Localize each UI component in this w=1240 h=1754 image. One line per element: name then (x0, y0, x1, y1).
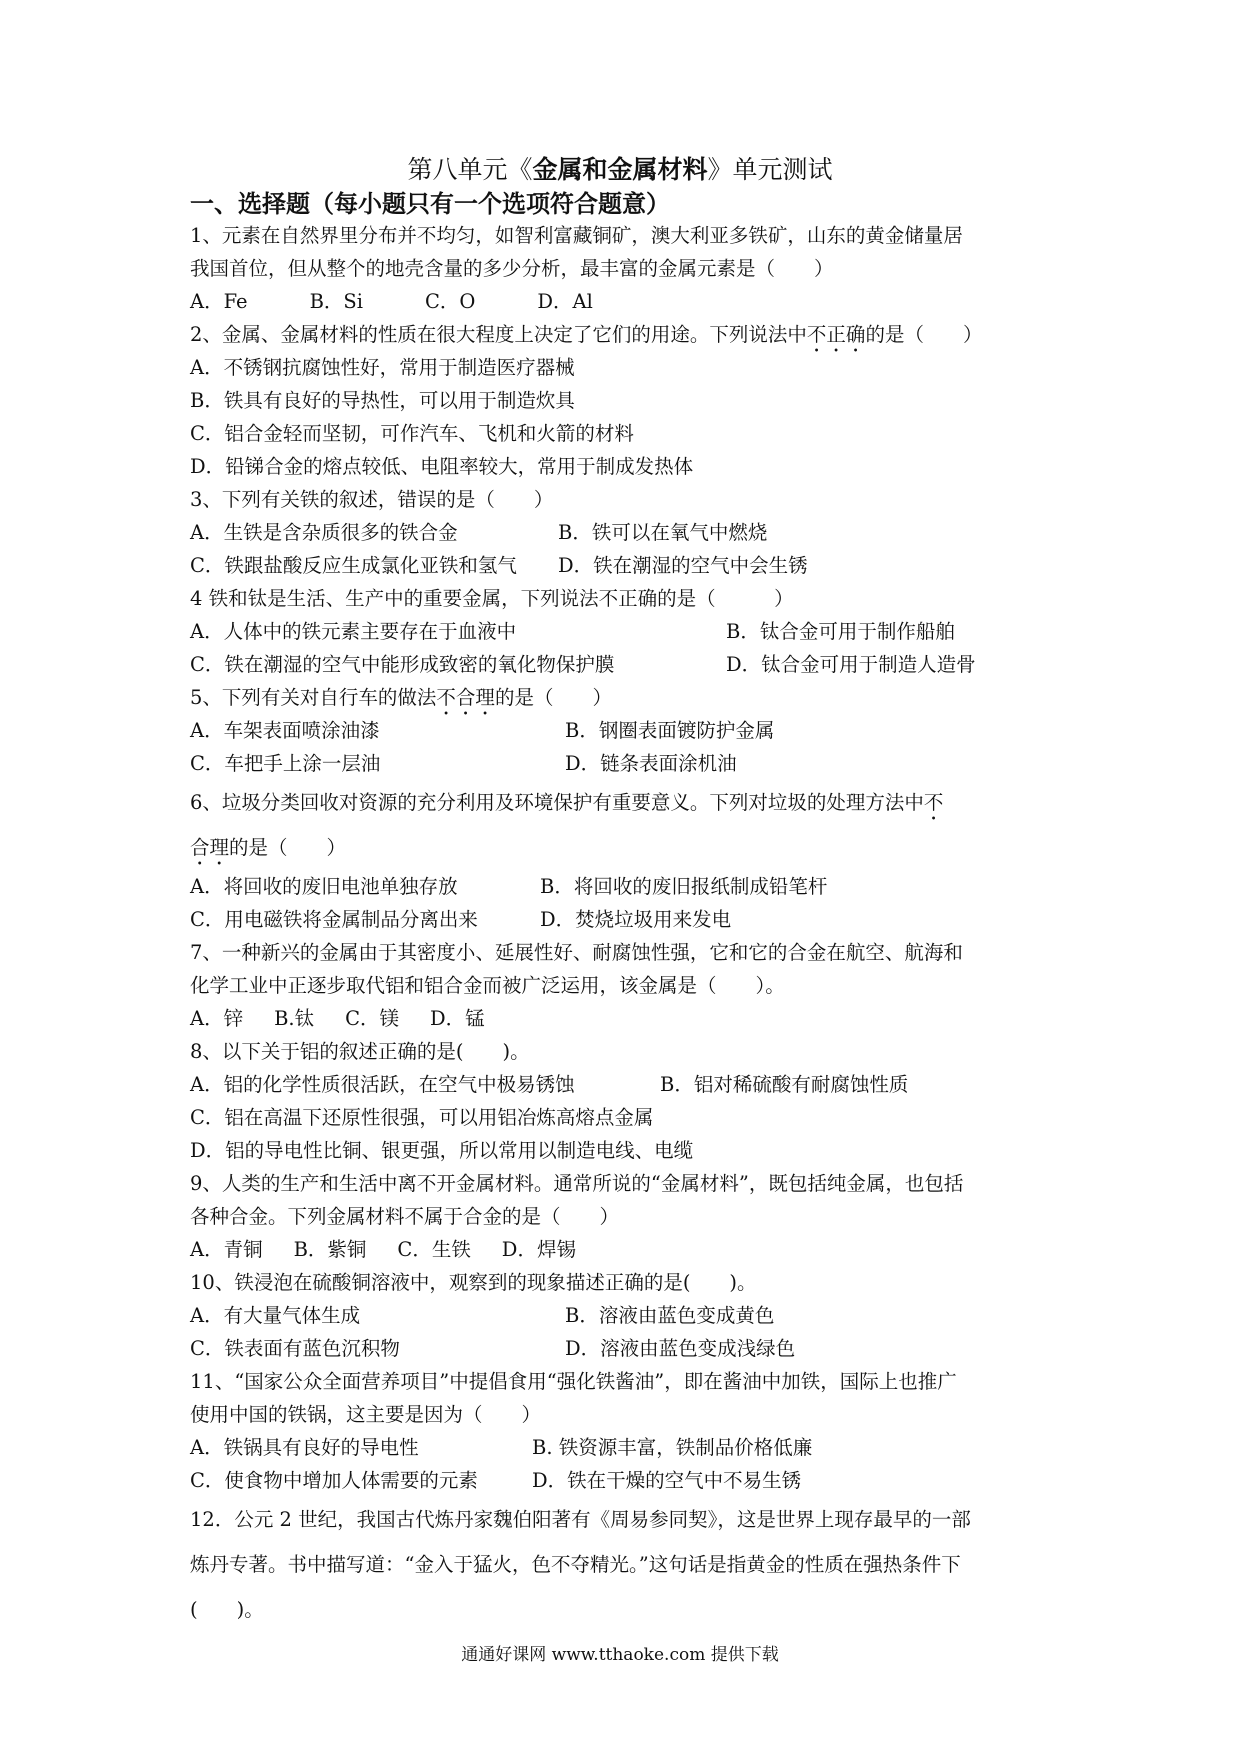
q9-stem-line1: 9、人类的生产和生活中离不开金属材料。通常所说的“金属材料”，既包括纯金属，也包括 (190, 1172, 964, 1195)
q11-stem-line2: 使用中国的铁锅，这主要是因为（ ） (190, 1403, 542, 1426)
q12-stem-line3: ( )。 (190, 1598, 264, 1621)
q8-options-row1 (190, 1068, 1060, 1101)
section-heading: 一、选择题（每小题只有一个选项符合题意） (190, 189, 670, 218)
title-prefix: 第八单元《 (407, 155, 533, 184)
q11-options-row1 (190, 1431, 1060, 1464)
q4-options-row1 (190, 615, 1060, 648)
q6-emphasis-1: 不 (923, 791, 944, 814)
q11-option-c: C．使食物中增加人体需要的元素 (190, 1469, 478, 1492)
q5-option-c: C．车把手上涂一层油 (190, 752, 381, 775)
q5-option-a: A．车架表面喷涂油漆 (190, 719, 380, 742)
q2-stem-post: 的是（ ） (865, 323, 983, 346)
q5-stem-pre: 5、下列有关对自行车的做法 (190, 686, 437, 709)
q6-options-row2 (190, 903, 1060, 936)
q8-stem: 8、以下关于铝的叙述正确的是( )。 (190, 1040, 530, 1063)
q7-options: A．锌 B.钛 C．镁 D．锰 (190, 1007, 485, 1030)
q5-option-b: B．钢圈表面镀防护金属 (565, 719, 775, 742)
q5-emphasis: 不合理 (436, 686, 495, 709)
q5-options-row2 (190, 747, 1060, 780)
q4-option-b: B．钛合金可用于制作船舶 (726, 620, 955, 643)
q8-option-a: A．铝的化学性质很活跃，在空气中极易锈蚀 (190, 1073, 575, 1096)
q2-option-a: A．不锈钢抗腐蚀性好，常用于制造医疗器械 (190, 356, 575, 379)
q2-option-b: B．铁具有良好的导热性，可以用于制造炊具 (190, 389, 575, 412)
q9-options: A．青铜 B．紫铜 C．生铁 D．焊锡 (190, 1238, 576, 1261)
q3-option-a: A．生铁是含杂质很多的铁合金 (190, 521, 458, 544)
q12-stem-line1: 12．公元 2 世纪，我国古代炼丹家魏伯阳著有《周易参同契》，这是世界上现存最早的一部 (190, 1508, 971, 1531)
q2-option-d: D．铅锑合金的熔点较低、电阻率较大，常用于制成发热体 (190, 455, 694, 478)
q4-option-a: A．人体中的铁元素主要存在于血液中 (190, 620, 517, 643)
q2-stem-pre: 2、金属、金属材料的性质在很大程度上决定了它们的用途。下列说法中 (190, 323, 807, 346)
q12-stem-line2: 炼丹专著。书中描写道：“金入于猛火，色不夺精光。”这句话是指黄金的性质在强热条件下 (190, 1553, 961, 1576)
q6-stem-line2-text: 的是（ ） (229, 836, 347, 859)
q11-option-a: A．铁锅具有良好的导电性 (190, 1436, 419, 1459)
q3-stem: 3、下列有关铁的叙述，错误的是（ ） (190, 488, 554, 511)
q9-stem-line2: 各种合金。下列金属材料不属于合金的是（ ） (190, 1205, 620, 1228)
q1-options: A．Fe B．Si C．O D．Al (190, 290, 593, 313)
title-suffix: 》单元测试 (707, 155, 833, 184)
q5-stem-post: 的是（ ） (494, 686, 612, 709)
q11-option-d: D．铁在干燥的空气中不易生锈 (532, 1469, 802, 1492)
q7-stem-line2: 化学工业中正逐步取代铝和铝合金而被广泛运用，该金属是（ ）。 (190, 974, 785, 997)
q6-option-c: C．用电磁铁将金属制品分离出来 (190, 908, 478, 931)
q11-option-b: B. 铁资源丰富，铁制品价格低廉 (532, 1436, 813, 1459)
q3-option-d: D．铁在潮湿的空气中会生锈 (558, 554, 808, 577)
q6-options-row1 (190, 870, 1060, 903)
q10-option-a: A．有大量气体生成 (190, 1304, 361, 1327)
q6-option-a: A．将回收的废旧电池单独存放 (190, 875, 458, 898)
q3-options-row1 (190, 516, 1060, 549)
q4-option-c: C．铁在潮湿的空气中能形成致密的氧化物保护膜 (190, 653, 615, 676)
q1-stem-line1: 1、元素在自然界里分布并不均匀，如智利富藏铜矿，澳大利亚多铁矿，山东的黄金储量居 (190, 224, 963, 247)
q6-option-b: B．将回收的废旧报纸制成铅笔杆 (540, 875, 828, 898)
q2-emphasis: 不正确 (806, 323, 866, 346)
q8-option-d: D．铝的导电性比铜、银更强，所以常用以制造电线、电缆 (190, 1139, 694, 1162)
q8-option-c: C．铝在高温下还原性很强，可以用铝冶炼高熔点金属 (190, 1106, 654, 1129)
q5-option-d: D．链条表面涂机油 (565, 752, 737, 775)
q10-options-row2 (190, 1332, 1060, 1365)
q8-option-b: B．铝对稀硫酸有耐腐蚀性质 (660, 1073, 909, 1096)
q4-stem: 4 铁和钛是生活、生产中的重要金属，下列说法不正确的是（ ） (190, 587, 794, 610)
q5-options-row1 (190, 714, 1060, 747)
q10-option-c: C．铁表面有蓝色沉积物 (190, 1337, 400, 1360)
q4-options-row2 (190, 648, 1060, 681)
q3-option-b: B．铁可以在氧气中燃烧 (558, 521, 768, 544)
q11-options-row2 (190, 1464, 1060, 1497)
q6-stem-line1-text: 6、垃圾分类回收对资源的充分利用及环境保护有重要意义。下列对垃圾的处理方法中 (190, 791, 924, 814)
q2-stem (190, 318, 1060, 351)
q2-option-c: C．铝合金轻而坚韧，可作汽车、飞机和火箭的材料 (190, 422, 634, 445)
q6-stem-line1 (190, 780, 1060, 825)
q10-stem: 10、铁浸泡在硫酸铜溶液中，观察到的现象描述正确的是( )。 (190, 1271, 757, 1294)
page-title (0, 150, 1240, 186)
q10-option-b: B．溶液由蓝色变成黄色 (565, 1304, 775, 1327)
q3-option-c: C．铁跟盐酸反应生成氯化亚铁和氢气 (190, 554, 517, 577)
q6-stem-line2 (190, 825, 1060, 870)
q4-option-d: D．钛合金可用于制造人造骨 (726, 653, 976, 676)
page-footer: 通通好课网 www.tthaoke.com 提供下载 (461, 1645, 779, 1665)
q11-stem-line1: 11、“国家公众全面营养项目”中提倡食用“强化铁酱油”，即在酱油中加铁，国际上也推广 (190, 1370, 957, 1393)
q5-stem (190, 681, 1060, 714)
q7-stem-line1: 7、一种新兴的金属由于其密度小、延展性好、耐腐蚀性强，它和它的合金在航空、航海和 (190, 941, 963, 964)
question-list (190, 219, 1060, 1632)
title-bold: 金属和金属材料 (532, 155, 708, 184)
q3-options-row2 (190, 549, 1060, 582)
q6-emphasis-2: 合理 (190, 836, 230, 859)
q10-option-d: D．溶液由蓝色变成浅绿色 (565, 1337, 796, 1360)
q10-options-row1 (190, 1299, 1060, 1332)
q1-stem-line2: 我国首位，但从整个的地壳含量的多少分析，最丰富的金属元素是（ ） (190, 257, 834, 280)
q6-option-d: D．焚烧垃圾用来发电 (540, 908, 732, 931)
